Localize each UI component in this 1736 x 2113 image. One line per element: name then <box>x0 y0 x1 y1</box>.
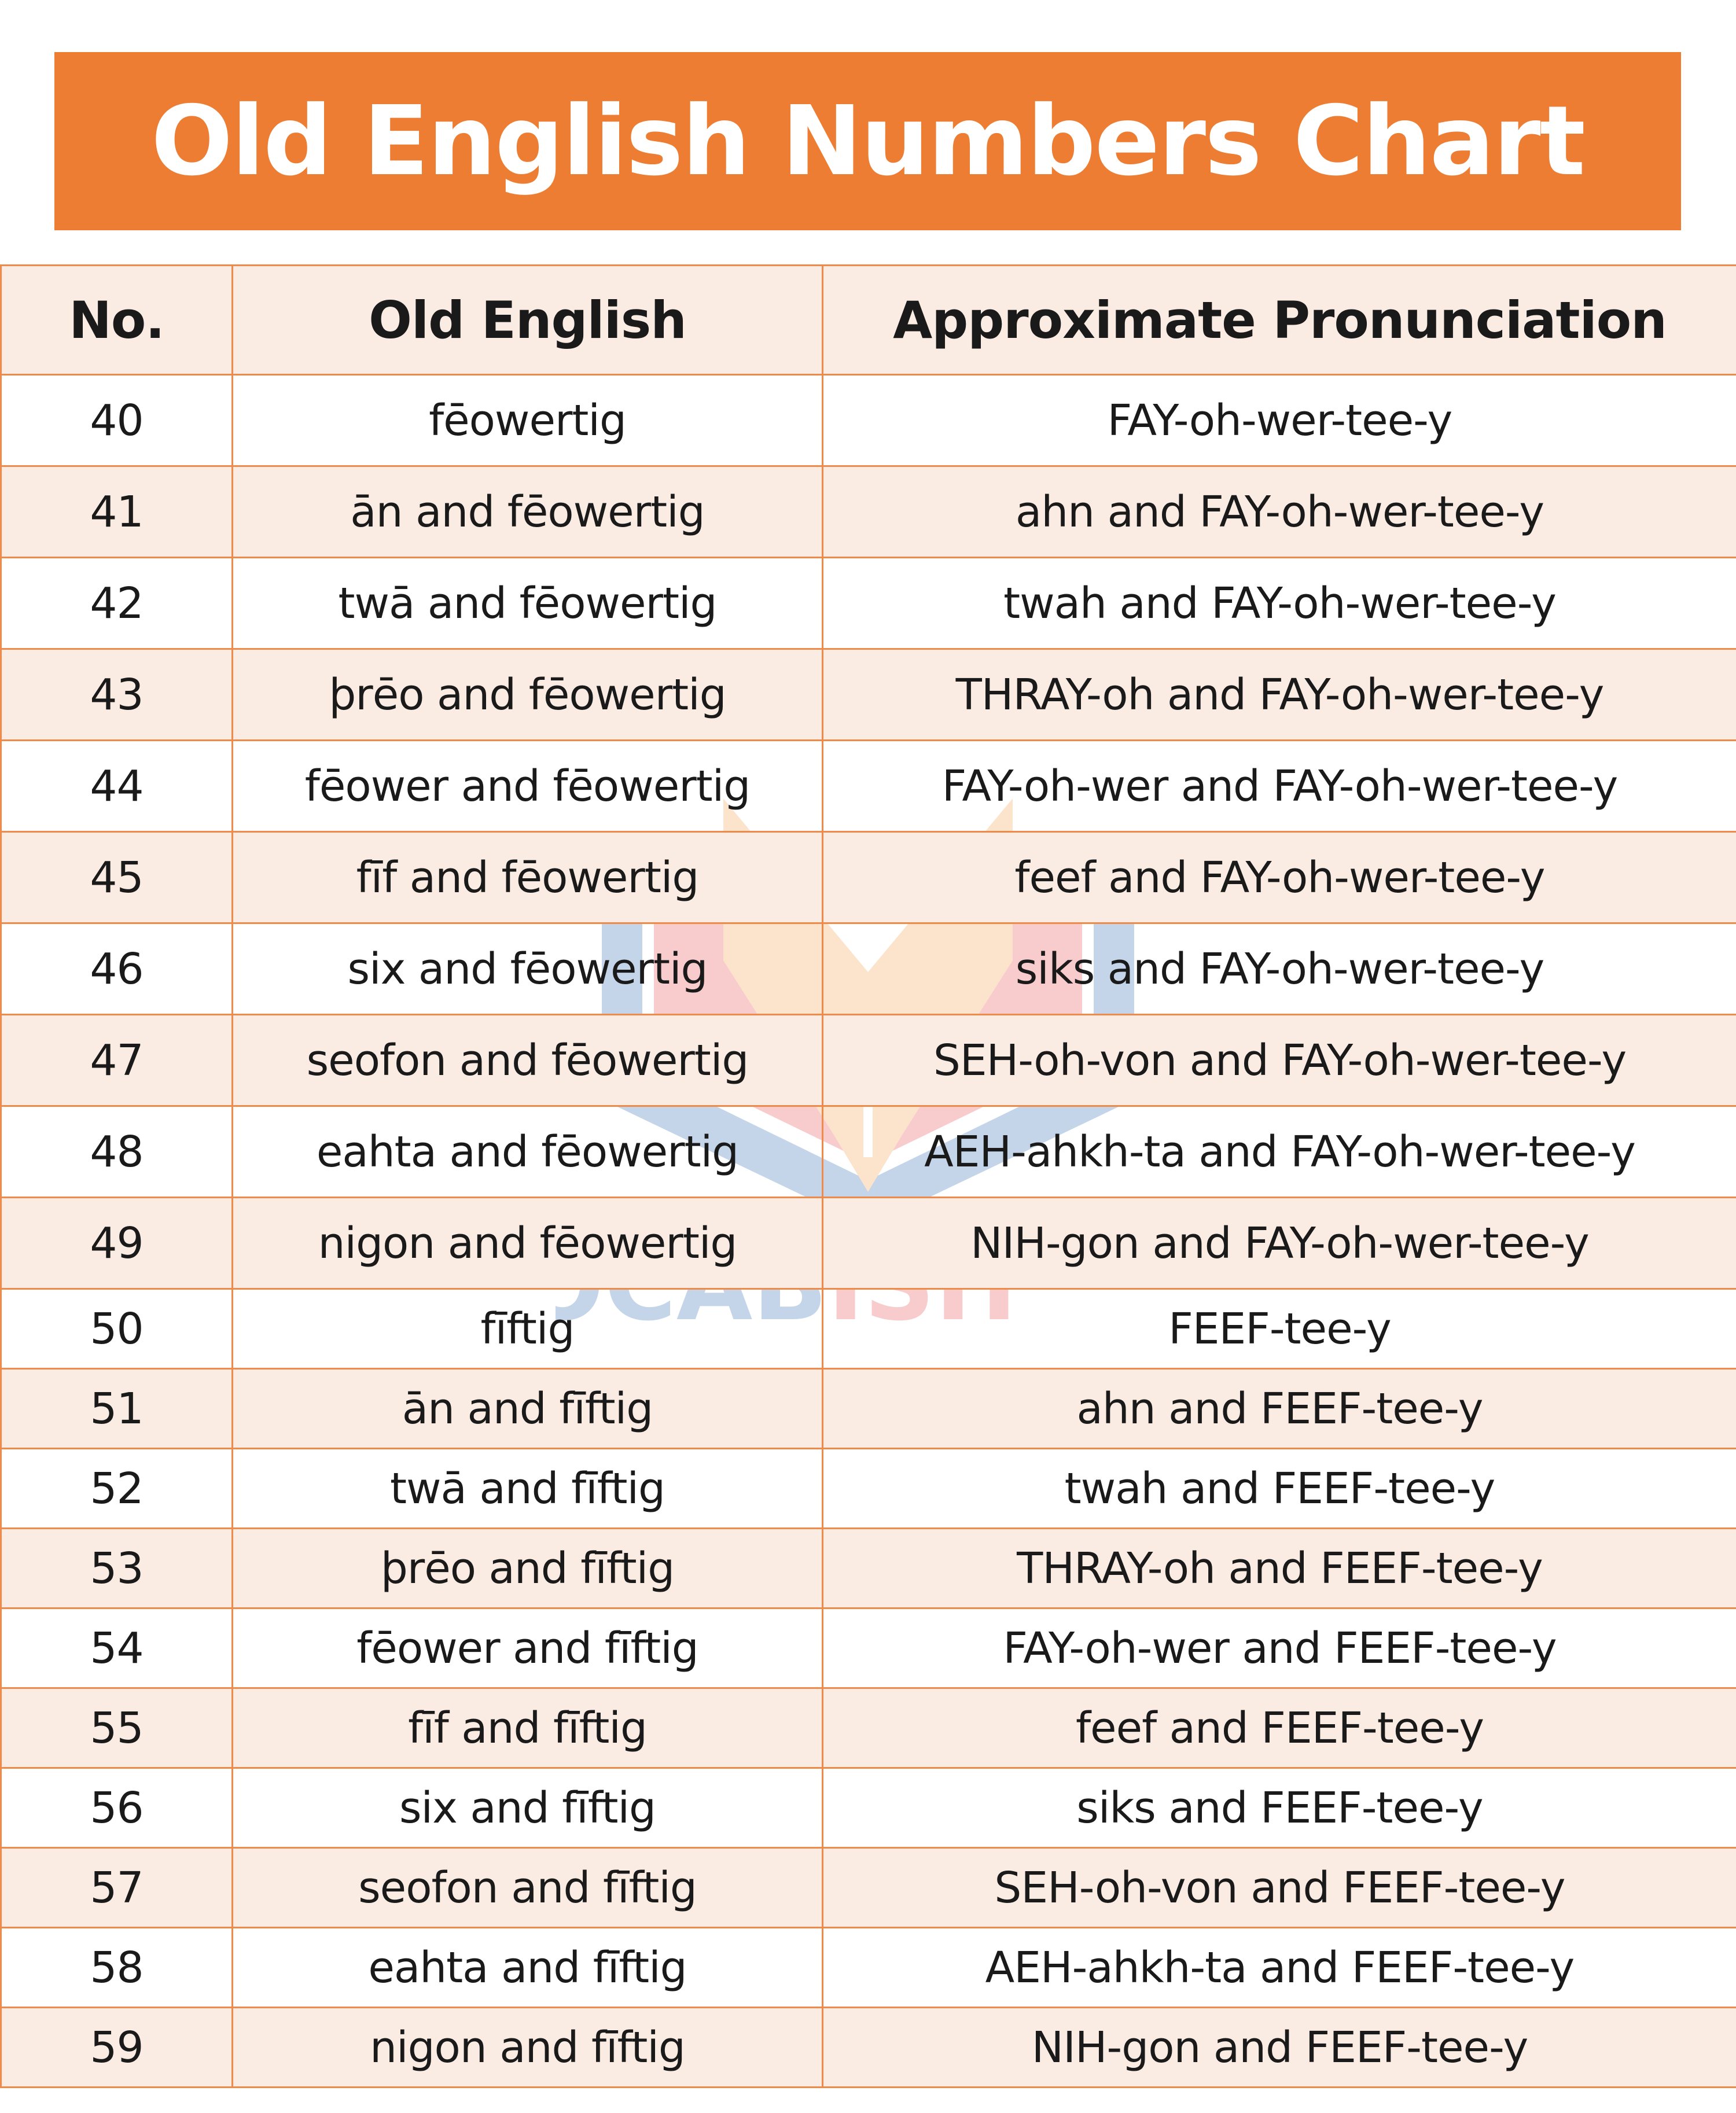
cell-old-english: nigon and fēowertig <box>233 1198 823 1289</box>
table-row <box>1 1015 1736 1106</box>
cell-pronunciation: siks and FAY-oh-wer-tee-y <box>823 923 1736 1015</box>
cell-old-english: fīf and fēowertig <box>233 832 823 923</box>
cell-pronunciation: FAY-oh-wer and FEEF-tee-y <box>823 1608 1736 1688</box>
cell-pronunciation: SEH-oh-von and FEEF-tee-y <box>823 1848 1736 1928</box>
table-row <box>1 1449 1736 1529</box>
cell-pronunciation: ahn and FAY-oh-wer-tee-y <box>823 466 1736 558</box>
table-header-row <box>1 266 1736 375</box>
cell-number: 42 <box>1 558 233 649</box>
cell-pronunciation: ahn and FEEF-tee-y <box>823 1369 1736 1449</box>
table-row <box>1 923 1736 1015</box>
table-row <box>1 649 1736 741</box>
cell-pronunciation: SEH-oh-von and FAY-oh-wer-tee-y <box>823 1015 1736 1106</box>
cell-pronunciation: siks and FEEF-tee-y <box>823 1768 1736 1848</box>
cell-number: 40 <box>1 375 233 466</box>
table-row <box>1 1529 1736 1608</box>
cell-old-english: ān and fēowertig <box>233 466 823 558</box>
header-number: No. <box>1 266 233 375</box>
cell-old-english: fēowertig <box>233 375 823 466</box>
cell-pronunciation: FEEF-tee-y <box>823 1289 1736 1369</box>
cell-number: 41 <box>1 466 233 558</box>
cell-number: 43 <box>1 649 233 741</box>
cell-old-english: six and fēowertig <box>233 923 823 1015</box>
cell-number: 48 <box>1 1106 233 1198</box>
table-row <box>1 1289 1736 1369</box>
table-row <box>1 1608 1736 1688</box>
cell-old-english: eahta and fīftig <box>233 1928 823 2008</box>
cell-pronunciation: FAY-oh-wer-tee-y <box>823 375 1736 466</box>
cell-pronunciation: AEH-ahkh-ta and FEEF-tee-y <box>823 1928 1736 2008</box>
cell-old-english: six and fīftig <box>233 1768 823 1848</box>
cell-pronunciation: THRAY-oh and FEEF-tee-y <box>823 1529 1736 1608</box>
table-row <box>1 1848 1736 1928</box>
cell-old-english: fīftig <box>233 1289 823 1369</box>
table-row <box>1 558 1736 649</box>
header-pronunciation: Approximate Pronunciation <box>823 266 1736 375</box>
cell-number: 51 <box>1 1369 233 1449</box>
cell-old-english: þrēo and fēowertig <box>233 649 823 741</box>
table-row <box>1 1106 1736 1198</box>
header-old-english: Old English <box>233 266 823 375</box>
cell-old-english: seofon and fēowertig <box>233 1015 823 1106</box>
cell-number: 53 <box>1 1529 233 1608</box>
table-row <box>1 1369 1736 1449</box>
cell-number: 54 <box>1 1608 233 1688</box>
cell-pronunciation: NIH-gon and FAY-oh-wer-tee-y <box>823 1198 1736 1289</box>
cell-old-english: fīf and fīftig <box>233 1688 823 1768</box>
page-title: Old English Numbers Chart <box>151 85 1584 197</box>
cell-number: 49 <box>1 1198 233 1289</box>
cell-pronunciation: THRAY-oh and FAY-oh-wer-tee-y <box>823 649 1736 741</box>
cell-pronunciation: twah and FEEF-tee-y <box>823 1449 1736 1529</box>
cell-old-english: fēower and fīftig <box>233 1608 823 1688</box>
cell-pronunciation: twah and FAY-oh-wer-tee-y <box>823 558 1736 649</box>
cell-number: 45 <box>1 832 233 923</box>
table-row <box>1 832 1736 923</box>
cell-number: 57 <box>1 1848 233 1928</box>
cell-pronunciation: FAY-oh-wer and FAY-oh-wer-tee-y <box>823 741 1736 832</box>
cell-number: 58 <box>1 1928 233 2008</box>
cell-pronunciation: feef and FAY-oh-wer-tee-y <box>823 832 1736 923</box>
cell-old-english: twā and fīftig <box>233 1449 823 1529</box>
cell-number: 47 <box>1 1015 233 1106</box>
cell-old-english: ān and fīftig <box>233 1369 823 1449</box>
cell-pronunciation: feef and FEEF-tee-y <box>823 1688 1736 1768</box>
table-row <box>1 1198 1736 1289</box>
cell-old-english: þrēo and fīftig <box>233 1529 823 1608</box>
cell-number: 52 <box>1 1449 233 1529</box>
table-row <box>1 741 1736 832</box>
cell-number: 44 <box>1 741 233 832</box>
cell-old-english: twā and fēowertig <box>233 558 823 649</box>
table-row <box>1 466 1736 558</box>
table-row <box>1 1688 1736 1768</box>
table-row <box>1 1768 1736 1848</box>
cell-old-english: fēower and fēowertig <box>233 741 823 832</box>
cell-number: 55 <box>1 1688 233 1768</box>
cell-old-english: seofon and fīftig <box>233 1848 823 1928</box>
cell-old-english: eahta and fēowertig <box>233 1106 823 1198</box>
cell-pronunciation: AEH-ahkh-ta and FAY-oh-wer-tee-y <box>823 1106 1736 1198</box>
numbers-table <box>0 264 1736 2088</box>
cell-number: 50 <box>1 1289 233 1369</box>
cell-old-english: nigon and fīftig <box>233 2008 823 2088</box>
cell-pronunciation: NIH-gon and FEEF-tee-y <box>823 2008 1736 2088</box>
cell-number: 46 <box>1 923 233 1015</box>
title-banner <box>54 52 1681 230</box>
cell-number: 59 <box>1 2008 233 2088</box>
table-row <box>1 2008 1736 2088</box>
table-row <box>1 375 1736 466</box>
table-row <box>1 1928 1736 2008</box>
cell-number: 56 <box>1 1768 233 1848</box>
